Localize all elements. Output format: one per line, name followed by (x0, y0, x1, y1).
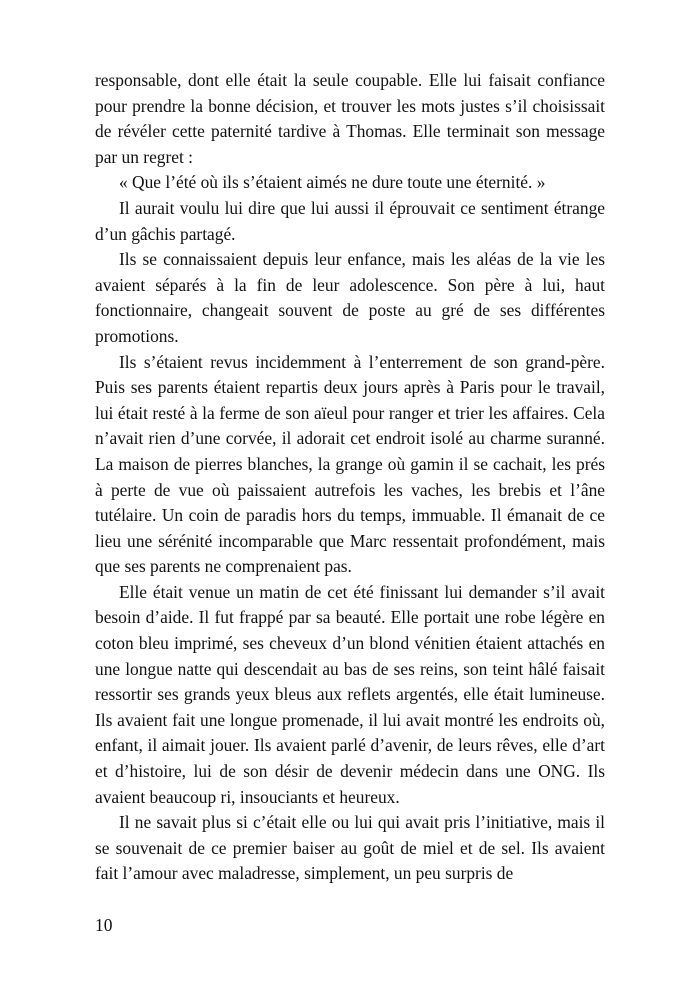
paragraph: Il ne savait plus si c’était elle ou lui qui avait pris l’initiative, mais il se souvenait de ce premier baiser au goût de miel et de sel. Ils avaient fait l’amour avec maladresse, simplement, un peu surpris de (95, 812, 605, 884)
paragraph-continuation: responsable, dont elle était la seule coupable. Elle lui faisait confiance pour prendre la bonne décision, et trouver les mots justes s’il choisissait de révéler cette paternité tardive à Thomas. Elle terminait son message par un regret : (95, 70, 605, 167)
paragraph-quote: « Que l’été où ils s’étaient aimés ne dure toute une éternité. » (119, 172, 546, 193)
paragraph: Elle était venue un matin de cet été finissant lui demander s’il avait besoin d’aide. Il fut frappé par sa beauté. Elle portait une robe légère en coton bleu imprimé, ses cheveux d’un blond vénitien étaient attachés en une longue natte qui descendait au bas de ses reins, son teint hâlé faisait ressortir ses grands yeux bleus aux reflets argentés, elle était lumineuse. Ils avaient fait une longue promenade, il lui avait montré les endroits où, enfant, il aimait jouer. Ils avaient parlé d’avenir, de leurs rêves, elle d’art et d’histoire, lui de son désir de devenir médecin dans une ONG. Ils avaient beaucoup ri, insouciants et heureux. (95, 581, 605, 807)
page-body (95, 68, 605, 887)
page-number: 10 (95, 915, 113, 935)
paragraph: Ils s’étaient revus incidemment à l’enterrement de son grand-père. Puis ses parents étaient repartis deux jours après à Paris pour le travail, lui était resté à la ferme de son aïeul pour ranger et trier les affaires. Cela n’avait rien d’une corvée, il adorait cet endroit isolé au charme suranné. La maison de pierres blanches, la grange où gamin il se cachait, les prés à perte de vue où paissaient autrefois les vaches, les brebis et l’âne tutélaire. Un coin de paradis hors du temps, immuable. Il émanait de ce lieu une sérénité incomparable que Marc ressentait profondément, mais que ses parents ne comprenaient pas. (95, 351, 605, 577)
paragraph: Il aurait voulu lui dire que lui aussi il éprouvait ce sentiment étrange d’un gâchis partagé. (95, 197, 605, 244)
paragraph: Ils se connaissaient depuis leur enfance, mais les aléas de la vie les avaient séparés à la fin de leur adolescence. Son père à lui, haut fonctionnaire, changeait souvent de poste au gré de ses différentes promotions. (95, 249, 605, 346)
